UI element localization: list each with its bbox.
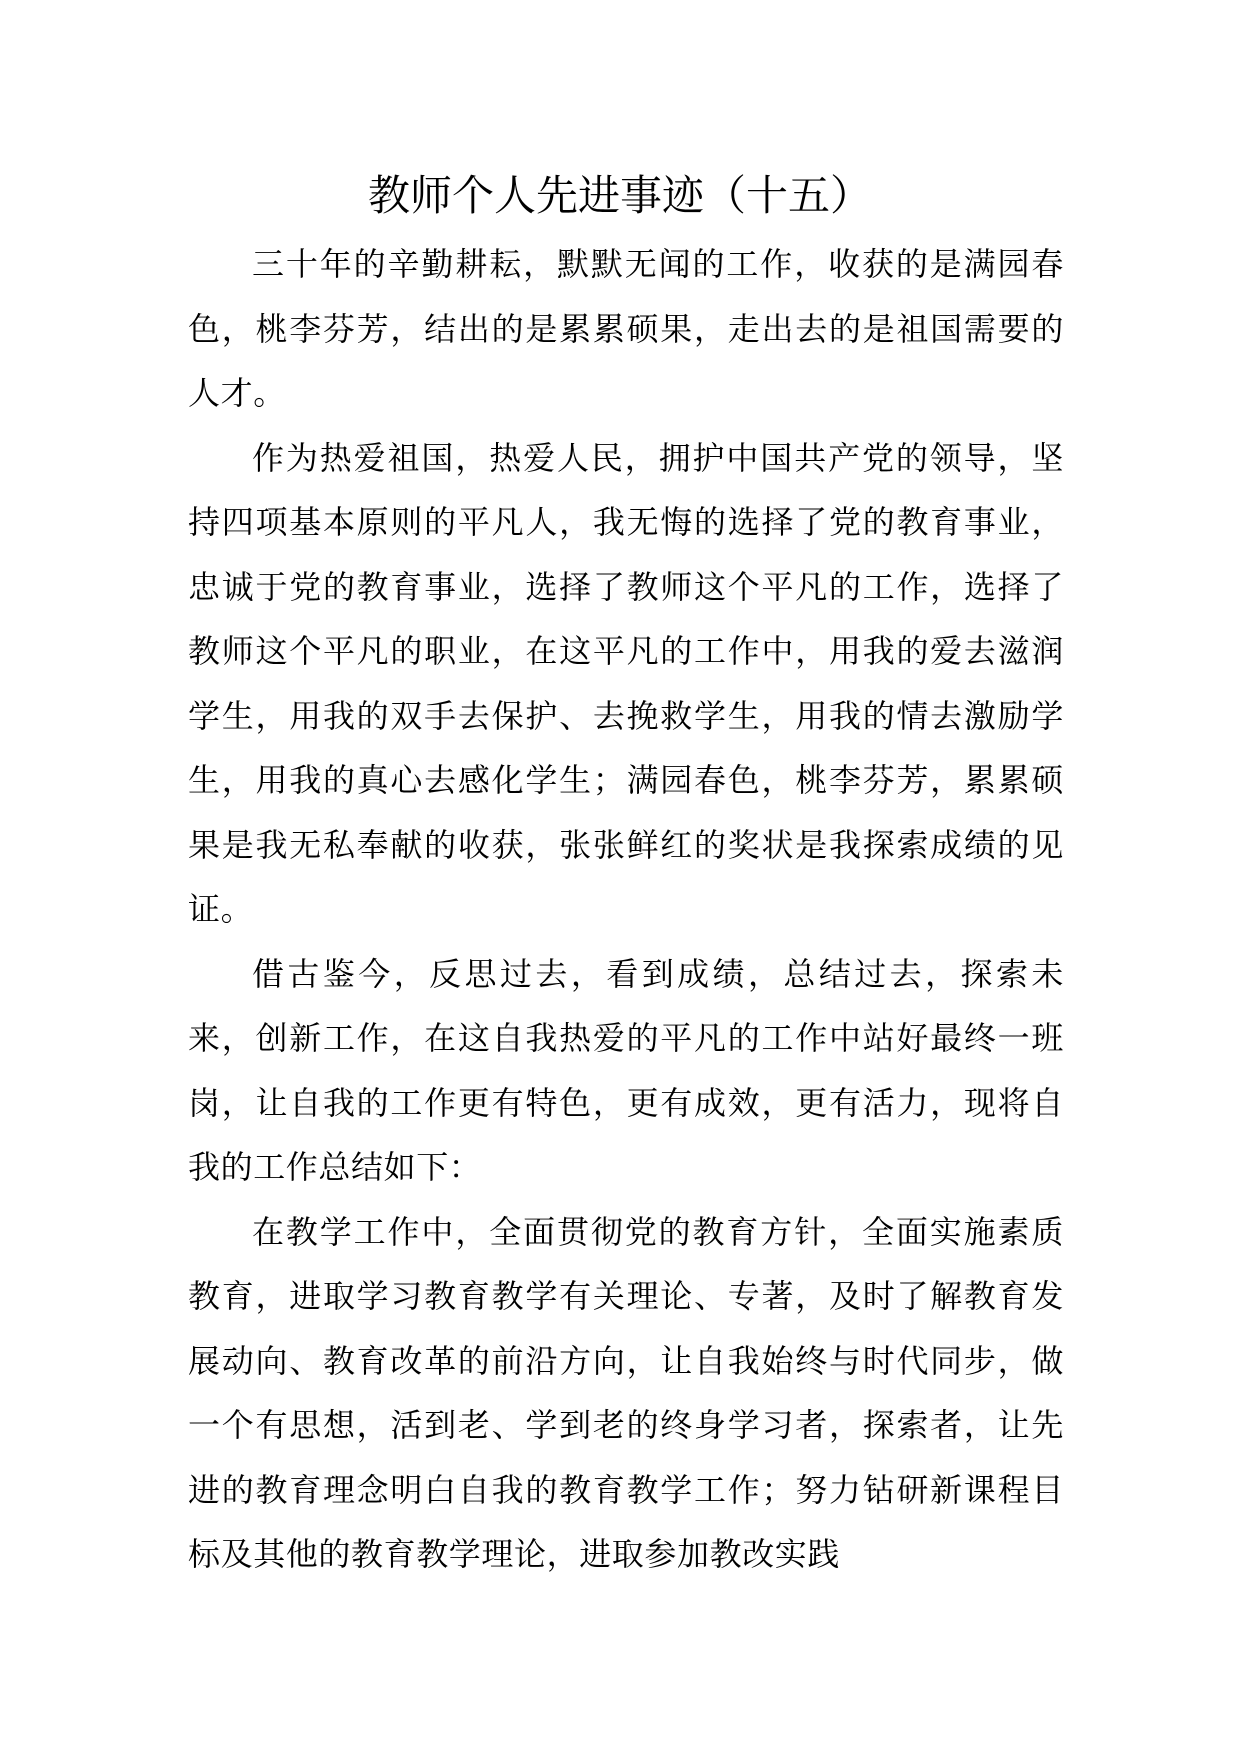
paragraph: 作为热爱祖国，热爱人民，拥护中国共产党的领导，坚持四项基本原则的平凡人，我无悔的选择了党的教育事业，忠诚于党的教育事业，选择了教师这个平凡的工作，选择了教师这个平凡的职业，在这平凡的工作中，用我的爱去滋润学生，用我的双手去保护、去挽救学生，用我的情去激励学生，用我的真心去感化学生；满园春色，桃李芬芳，累累硕果是我无私奉献的收获，张张鲜红的奖状是我探索成绩的见证。: [188, 438, 1064, 928]
paragraph: 在教学工作中，全面贯彻党的教育方针，全面实施素质教育，进取学习教育教学有关理论、专著，及时了解教育发展动向、教育改革的前沿方向，让自我始终与时代同步，做一个有思想，活到老、学到老的终身学习者，探索者，让先进的教育理念明白自我的教育教学工作；努力钻研新课程目标及其他的教育教学理论，进取参加教改实践: [188, 1212, 1064, 1573]
paragraph: 借古鉴今，反思过去，看到成绩，总结过去，探索未来，创新工作，在这自我热爱的平凡的工作中站好最终一班岗，让自我的工作更有特色，更有成效，更有活力，现将自我的工作总结如下：: [188, 954, 1064, 1186]
paragraph: 三十年的辛勤耕耘，默默无闻的工作，收获的是满园春色，桃李芬芳，结出的是累累硕果，走出去的是祖国需要的人才。: [188, 245, 1064, 412]
document-title: 教师个人先进事迹（十五）: [367, 171, 872, 220]
document-body: [188, 232, 1064, 1587]
